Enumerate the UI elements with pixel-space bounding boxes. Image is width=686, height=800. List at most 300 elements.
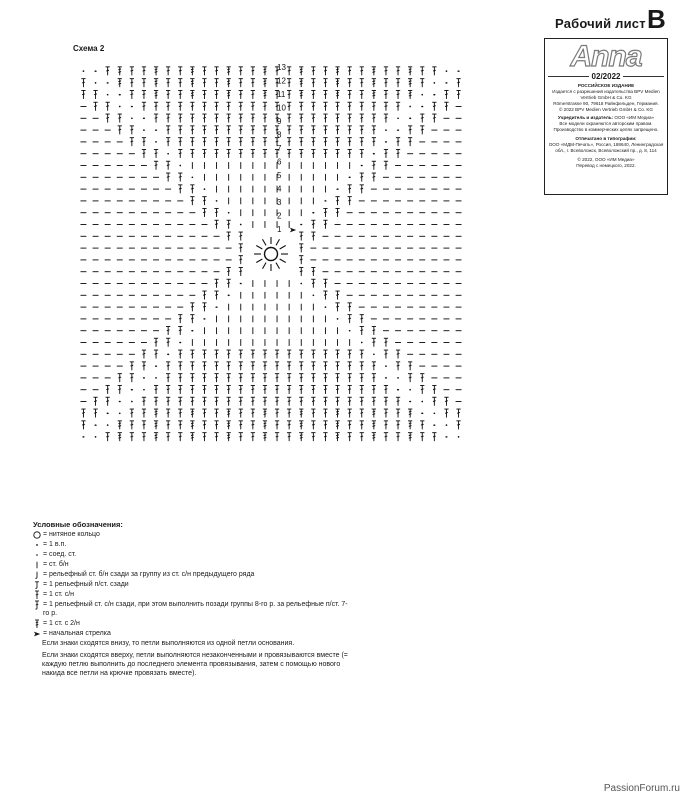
chart-stitch (299, 67, 303, 76)
row-number: 1 (277, 225, 282, 234)
chart-stitch (131, 106, 133, 108)
chart-stitch (167, 153, 169, 155)
chart-stitch (280, 246, 286, 250)
chart-stitch (299, 79, 303, 88)
chart-stitch (360, 114, 364, 123)
chart-stitch (95, 436, 97, 438)
chart-stitch (81, 79, 85, 88)
chart-stitch (166, 326, 170, 335)
chart-stitch (348, 102, 352, 111)
chart-stitch (215, 306, 217, 308)
tr-icon (33, 619, 43, 628)
chart-stitch (239, 409, 243, 418)
chart-stitch (155, 129, 157, 131)
chart-stitch (432, 67, 436, 76)
chart-stitch (287, 421, 291, 430)
relief-dc-back-icon (33, 600, 43, 609)
chart-stitch (166, 102, 170, 111)
chart-stitch (154, 90, 158, 99)
chart-stitch (263, 397, 267, 406)
chart-stitch (251, 149, 255, 158)
legend-item-dc (33, 590, 353, 599)
chart-stitch (251, 350, 255, 359)
chart-stitch (202, 149, 206, 158)
chart-stitch (299, 421, 303, 430)
chart-stitch (323, 67, 327, 76)
chart-stitch (372, 90, 376, 99)
legend-notes (33, 639, 353, 678)
printing-label: Отпечатано в типографии: (575, 136, 637, 142)
chart-stitch (214, 409, 218, 418)
chart-stitch (130, 409, 134, 418)
chart-stitch (202, 362, 206, 371)
chart-stitch (178, 138, 182, 147)
chart-stitch (445, 82, 447, 84)
chart-stitch (323, 126, 327, 135)
chart-stitch (239, 138, 243, 147)
chart-stitch (227, 409, 231, 418)
chart-stitch (118, 67, 122, 76)
chart-stitch (142, 409, 146, 418)
row-number: 9 (277, 117, 282, 126)
chart-stitch (323, 433, 327, 442)
chart-stitch (227, 374, 231, 383)
chart-stitch (360, 149, 364, 158)
chart-stitch (106, 114, 110, 123)
chart-stitch (373, 153, 375, 155)
chart-stitch (204, 188, 206, 190)
chart-stitch (154, 385, 158, 394)
chart-stitch (348, 385, 352, 394)
chart-stitch (446, 424, 448, 426)
copyright-line: © 2022, ООО «ИМ Медиа» (577, 156, 635, 162)
chart-stitch (190, 385, 194, 394)
chart-stitch (239, 267, 243, 276)
chart-stitch (444, 102, 448, 111)
chart-stitch (335, 433, 339, 442)
chart-stitch (95, 82, 97, 84)
chart-stitch (190, 433, 194, 442)
chart-stitch (372, 421, 376, 430)
chart-stitch (239, 374, 243, 383)
publisher-label: Учредитель и издатель: (557, 115, 614, 121)
chart-stitch (190, 362, 194, 371)
chart-stitch (384, 114, 388, 123)
chart-stitch (360, 433, 364, 442)
chart-stitch (202, 409, 206, 418)
chart-stitch (214, 385, 218, 394)
chart-stitch (384, 385, 388, 394)
chart-stitch (311, 267, 315, 276)
chart-stitch (421, 413, 423, 415)
chart-stitch (143, 118, 145, 120)
chart-stitch (154, 421, 158, 430)
chain-icon (33, 540, 43, 549)
chart-stitch (408, 421, 412, 430)
printing-line: ООО «МДМ-Печать», Россия, 188640, Ленинградская (548, 142, 664, 148)
chart-stitch (372, 409, 376, 418)
chart-stitch (239, 362, 243, 371)
chart-stitch (432, 102, 436, 111)
chart-stitch (178, 385, 182, 394)
chart-stitch (408, 126, 412, 135)
chart-stitch (323, 385, 327, 394)
chart-stitch (275, 385, 279, 394)
legend-item-relief-sc-group (33, 570, 353, 579)
chart-stitch (385, 141, 387, 143)
chart-stitch (239, 67, 243, 76)
chart-stitch (335, 114, 339, 123)
chart-stitch (299, 114, 303, 123)
chart-stitch (335, 397, 339, 406)
chart-stitch (118, 126, 122, 135)
chart-stitch (384, 79, 388, 88)
license-line: Издается с разрешения издательства BPV Medien (552, 88, 660, 94)
chart-stitch (348, 138, 352, 147)
chart-stitch (190, 185, 194, 194)
chart-stitch (154, 409, 158, 418)
chart-stitch (349, 330, 351, 332)
chart-stitch (287, 433, 291, 442)
chart-stitch (192, 176, 194, 178)
chart-stitch (323, 350, 327, 359)
chart-stitch (348, 433, 352, 442)
chart-stitch (384, 149, 388, 158)
chart-stitch (396, 138, 400, 147)
chart-stitch (166, 138, 170, 147)
license-line: Römerstrasse 90, 79618 Райнфельден, Германия. (553, 100, 659, 106)
chart-stitch (335, 67, 339, 76)
chart-stitch (82, 436, 84, 438)
chart-stitch (299, 385, 303, 394)
chart-stitch (385, 377, 387, 379)
chart-stitch (373, 353, 375, 355)
chart-stitch (408, 409, 412, 418)
chart-stitch (131, 389, 133, 391)
license-line: © 2022 BPV Medien Vertrieb GmbH & Co. KG (558, 106, 654, 112)
chart-stitch (384, 67, 388, 76)
chart-stitch (275, 433, 279, 442)
chart-stitch (396, 421, 400, 430)
chart-stitch (202, 126, 206, 135)
chart-stitch (335, 385, 339, 394)
chart-stitch (396, 90, 400, 99)
legend-item-relief-hdc (33, 580, 353, 589)
chart-stitch (227, 385, 231, 394)
chart-stitch (190, 114, 194, 123)
chart-stitch (81, 409, 85, 418)
chart-stitch (360, 326, 364, 335)
chart-stitch (239, 397, 243, 406)
chart-stitch (227, 138, 231, 147)
chart-stitch (263, 67, 267, 76)
chart-stitch (142, 149, 146, 158)
chart-stitch (456, 79, 460, 88)
chart-stitch (227, 126, 231, 135)
chart-stitch (263, 149, 267, 158)
chart-stitch (396, 362, 400, 371)
chart-stitch (251, 79, 255, 88)
chart-stitch (299, 362, 303, 371)
chart-stitch (372, 138, 376, 147)
chart-stitch (360, 362, 364, 371)
relief-sc-group-icon (33, 570, 43, 579)
chart-stitch (190, 409, 194, 418)
chart-stitch (323, 374, 327, 383)
chart-stitch (178, 149, 182, 158)
chart-stitch (444, 397, 448, 406)
chart-stitch (190, 102, 194, 111)
chart-stitch (118, 385, 122, 394)
chart-stitch (251, 397, 255, 406)
chart-stitch (299, 256, 303, 265)
chart-stitch (214, 362, 218, 371)
chart-stitch (240, 224, 242, 226)
chart-stitch (456, 421, 460, 430)
chart-stitch (202, 291, 206, 300)
chart-stitch (384, 102, 388, 111)
chart-stitch (421, 94, 423, 96)
chart-stitch (360, 79, 364, 88)
chart-stitch (311, 433, 315, 442)
chart-stitch (214, 102, 218, 111)
chart-stitch (444, 409, 448, 418)
chart-stitch (263, 421, 267, 430)
chart-stitch (178, 409, 182, 418)
chart-stitch (202, 397, 206, 406)
chart-stitch (263, 114, 267, 123)
chart-stitch (240, 283, 242, 285)
chart-stitch (457, 70, 459, 72)
chart-stitch (432, 397, 436, 406)
chart-stitch (445, 436, 447, 438)
chart-stitch (239, 385, 243, 394)
legend-item-text: = начальная стрелка (43, 630, 111, 637)
watermark: PassionForum.ru (603, 783, 680, 794)
chart-stitch (190, 197, 194, 206)
chart-stitch (420, 114, 424, 123)
legend-item-magic-ring (33, 530, 353, 539)
row-number: 11 (277, 90, 286, 99)
chart-stitch (361, 342, 363, 344)
chart-stitch (251, 138, 255, 147)
chart-stitch (323, 220, 327, 229)
chart-stitch (166, 126, 170, 135)
chart-stitch (384, 397, 388, 406)
chart-stitch (251, 126, 255, 135)
chart-stitch (432, 114, 436, 123)
chart-stitch (396, 397, 400, 406)
chart-stitch (323, 102, 327, 111)
chart-stitch (360, 385, 364, 394)
chart-stitch (202, 303, 206, 312)
chart-stitch (349, 177, 351, 179)
chart-stitch (142, 67, 146, 76)
chart-stitch (287, 138, 291, 147)
chart-stitch (385, 365, 387, 367)
chart-stitch (94, 424, 96, 426)
chart-stitch (143, 129, 145, 131)
chart-stitch (323, 114, 327, 123)
chart-stitch (287, 409, 291, 418)
chart-stitch (251, 409, 255, 418)
chart-stitch (384, 338, 388, 347)
chart-stitch (142, 433, 146, 442)
chart-stitch (348, 79, 352, 88)
chart-stitch (397, 389, 399, 391)
chart-stitch (178, 421, 182, 430)
chart-stitch (348, 185, 352, 194)
chart-stitch (432, 433, 436, 442)
chart-stitch (335, 102, 339, 111)
chart-stitch (275, 362, 279, 371)
chart-stitch (432, 385, 436, 394)
chart-stitch (190, 374, 194, 383)
chart-stitch (372, 397, 376, 406)
imprint-box (544, 38, 668, 195)
chart-stitch (408, 138, 412, 147)
chart-stitch (360, 90, 364, 99)
chart-stitch (130, 90, 134, 99)
chart-stitch (239, 90, 243, 99)
chart-stitch (190, 90, 194, 99)
chart-stitch (396, 79, 400, 88)
legend-item-start-arrow (33, 629, 353, 638)
chart-stitch (348, 114, 352, 123)
chart-stitch (93, 397, 97, 406)
chart-stitch (154, 102, 158, 111)
chart-stitch (324, 200, 326, 202)
chart-stitch (263, 126, 267, 135)
chart-stitch (287, 374, 291, 383)
chart-stitch (311, 138, 315, 147)
chart-stitch (202, 102, 206, 111)
legend-items (33, 530, 353, 638)
chart-stitch (311, 102, 315, 111)
chart-stitch (287, 126, 291, 135)
chart-stitch (444, 90, 448, 99)
chart-stitch (190, 149, 194, 158)
chart-stitch (300, 224, 302, 226)
chart-stitch (81, 90, 85, 99)
chart-stitch (360, 185, 364, 194)
magic-ring-icon (33, 530, 43, 539)
chart-stitch (360, 102, 364, 111)
row-number: 7 (277, 144, 282, 153)
chart-stitch (191, 330, 193, 332)
chart-stitch (384, 433, 388, 442)
chart-stitch (348, 303, 352, 312)
legend-item-text: = ст. б/н (43, 561, 69, 568)
chart-stitch (130, 126, 134, 135)
chart-stitch (142, 362, 146, 371)
chart-stitch (409, 106, 411, 108)
chart-stitch (142, 90, 146, 99)
divider (623, 76, 664, 77)
chart-stitch (190, 138, 194, 147)
chart-stitch (154, 397, 158, 406)
magazine-logo: Anna (570, 40, 642, 73)
chart-stitch (130, 374, 134, 383)
chart-stitch (276, 263, 280, 269)
chart-stitch (154, 114, 158, 123)
chart-stitch (311, 374, 315, 383)
chart-stitch (178, 79, 182, 88)
legend-item-text: = рельефный ст. б/н сзади за группу из ст. с/н предыдущего ряда (43, 571, 255, 578)
chart-stitch (335, 409, 339, 418)
legend-item-tr (33, 619, 353, 628)
legend (33, 520, 353, 681)
chart-stitch (227, 350, 231, 359)
worksheet-title: Рабочий лист (555, 16, 646, 31)
chart-stitch (311, 114, 315, 123)
chart-stitch (409, 389, 411, 391)
chart-stitch (300, 283, 302, 285)
chart-stitch (251, 374, 255, 383)
scheme-title: Схема 2 (73, 44, 105, 53)
chart-stitch (263, 385, 267, 394)
chart-stitch (190, 350, 194, 359)
chart-stitch (143, 389, 145, 391)
chart-stitch (372, 79, 376, 88)
chart-stitch (348, 149, 352, 158)
chart-stitch (263, 138, 267, 147)
crochet-chart (78, 56, 470, 444)
chart-stitch (434, 412, 436, 414)
chart-stitch (178, 362, 182, 371)
chart-stitch (275, 350, 279, 359)
chart-stitch (154, 350, 158, 359)
chart-stitch (299, 350, 303, 359)
chart-stitch (93, 90, 97, 99)
chart-stitch (348, 397, 352, 406)
chart-stitch (239, 421, 243, 430)
chart-stitch (360, 67, 364, 76)
chart-stitch (130, 138, 134, 147)
publisher-name: ООО «ИМ Медиа» (614, 115, 655, 121)
chart-stitch (397, 377, 399, 379)
chart-stitch (130, 79, 134, 88)
chart-stitch (178, 173, 182, 182)
chart-stitch (372, 173, 376, 182)
chart-stitch (458, 436, 460, 438)
chart-stitch (178, 67, 182, 76)
chart-stitch (166, 79, 170, 88)
slip-stitch-icon (33, 550, 43, 559)
chart-stitch (142, 102, 146, 111)
chart-stitch (178, 114, 182, 123)
chart-stitch (239, 350, 243, 359)
legend-item-chain (33, 540, 353, 549)
legend-item-sc (33, 560, 353, 569)
chart-stitch (299, 149, 303, 158)
chart-stitch (190, 421, 194, 430)
chart-stitch (323, 397, 327, 406)
chart-stitch (372, 67, 376, 76)
legend-item-text: = 1 рельефный п/ст. сзади (43, 581, 129, 588)
chart-stitch (420, 374, 424, 383)
chart-stitch (142, 421, 146, 430)
chart-stitch (227, 90, 231, 99)
chart-stitch (335, 350, 339, 359)
chart-stitch (107, 413, 109, 415)
chart-stitch (311, 232, 315, 241)
chart-stitch (456, 409, 460, 418)
chart-stitch (372, 161, 376, 170)
chart-stitch (263, 374, 267, 383)
chart-stitch (421, 401, 423, 403)
chart-stitch (396, 149, 400, 158)
